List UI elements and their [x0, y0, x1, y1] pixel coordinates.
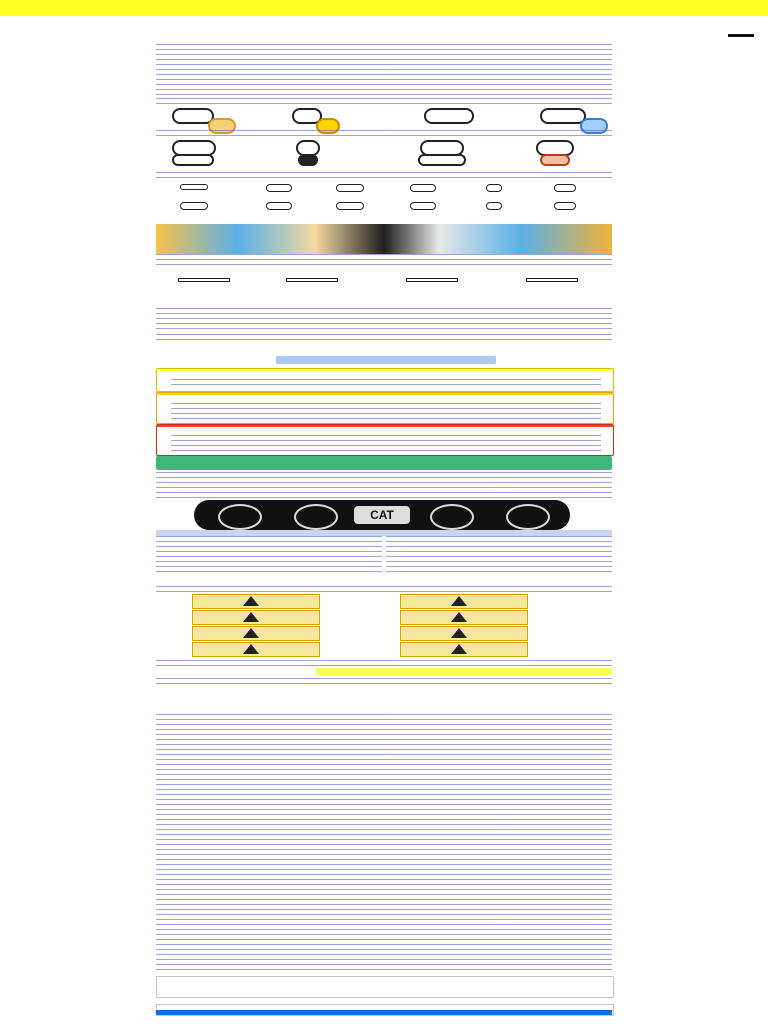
- level-box: [156, 456, 612, 470]
- level-box: [156, 424, 614, 456]
- symbol-icon: [286, 278, 338, 282]
- symbol-grid: [156, 266, 612, 308]
- level-box: [156, 392, 614, 424]
- symbol-icon: [418, 154, 466, 166]
- highlight-banner: [316, 668, 612, 675]
- symbol-icon: [178, 278, 230, 282]
- top-banner: [0, 0, 768, 16]
- warning-icon: [243, 612, 259, 622]
- table-column: [386, 536, 612, 576]
- symbol-icon: [424, 108, 474, 124]
- level-box-title: [157, 393, 613, 395]
- machinery-photo: [156, 224, 612, 254]
- warning-sign: [400, 610, 528, 625]
- symbol-icon: [554, 202, 576, 210]
- symbol-icon: [298, 154, 318, 166]
- section-body: [156, 130, 612, 140]
- section-body: [156, 334, 612, 344]
- symbol-grid: [156, 182, 612, 222]
- warning-sign: [400, 642, 528, 657]
- symbol-icon: [336, 184, 364, 192]
- dial-icon: [430, 504, 474, 530]
- symbol-icon: [486, 184, 502, 192]
- warning-sign: [400, 626, 528, 641]
- article-title: [156, 16, 612, 44]
- menu-dash-icon[interactable]: [728, 34, 754, 37]
- warning-icon: [451, 612, 467, 622]
- symbol-icon: [172, 108, 214, 124]
- warning-sign: [192, 594, 320, 609]
- level-box-body: [171, 435, 601, 453]
- warning-icon: [243, 628, 259, 638]
- symbol-icon: [554, 184, 576, 192]
- section-body: [156, 308, 612, 330]
- symbol-icon: [266, 184, 292, 192]
- dial-icon: [294, 504, 338, 530]
- level-box-body: [171, 379, 601, 389]
- comments-list: [156, 714, 612, 972]
- warning-icon: [451, 628, 467, 638]
- warning-icon: [451, 644, 467, 654]
- dial-icon: [506, 504, 550, 530]
- symbol-icon: [172, 154, 214, 166]
- reference-table: [156, 530, 612, 576]
- warning-sign: [400, 594, 528, 609]
- level-box-body: [171, 403, 601, 421]
- warning-sign: [192, 642, 320, 657]
- comment-input[interactable]: [156, 976, 614, 998]
- level-box-title: [157, 369, 613, 371]
- level-box-title: [156, 456, 612, 458]
- symbol-icon: [540, 108, 586, 124]
- symbol-icon: [406, 278, 458, 282]
- symbol-icon: [410, 202, 436, 210]
- dashboard-image: [194, 500, 570, 530]
- symbol-icon: [540, 154, 570, 166]
- alert-banner: [276, 356, 496, 364]
- article: [156, 16, 612, 1016]
- list-heading: [156, 692, 612, 714]
- warning-sign: [192, 626, 320, 641]
- symbol-icon: [526, 278, 578, 282]
- warning-icon: [243, 596, 259, 606]
- warning-sign: [192, 610, 320, 625]
- submit-bar[interactable]: [156, 1010, 612, 1015]
- warning-icon: [243, 644, 259, 654]
- symbol-icon: [410, 184, 436, 192]
- warning-icon: [451, 596, 467, 606]
- symbol-icon: [336, 202, 364, 210]
- symbol-icon: [180, 184, 208, 190]
- dial-icon: [218, 504, 262, 530]
- symbol-icon: [486, 202, 502, 210]
- table-column: [156, 536, 382, 576]
- symbol-icon: [180, 202, 208, 210]
- brand-logo: CAT: [354, 506, 410, 524]
- level-box: [156, 368, 614, 392]
- level-box-title: [157, 425, 613, 427]
- symbol-icon: [266, 202, 292, 210]
